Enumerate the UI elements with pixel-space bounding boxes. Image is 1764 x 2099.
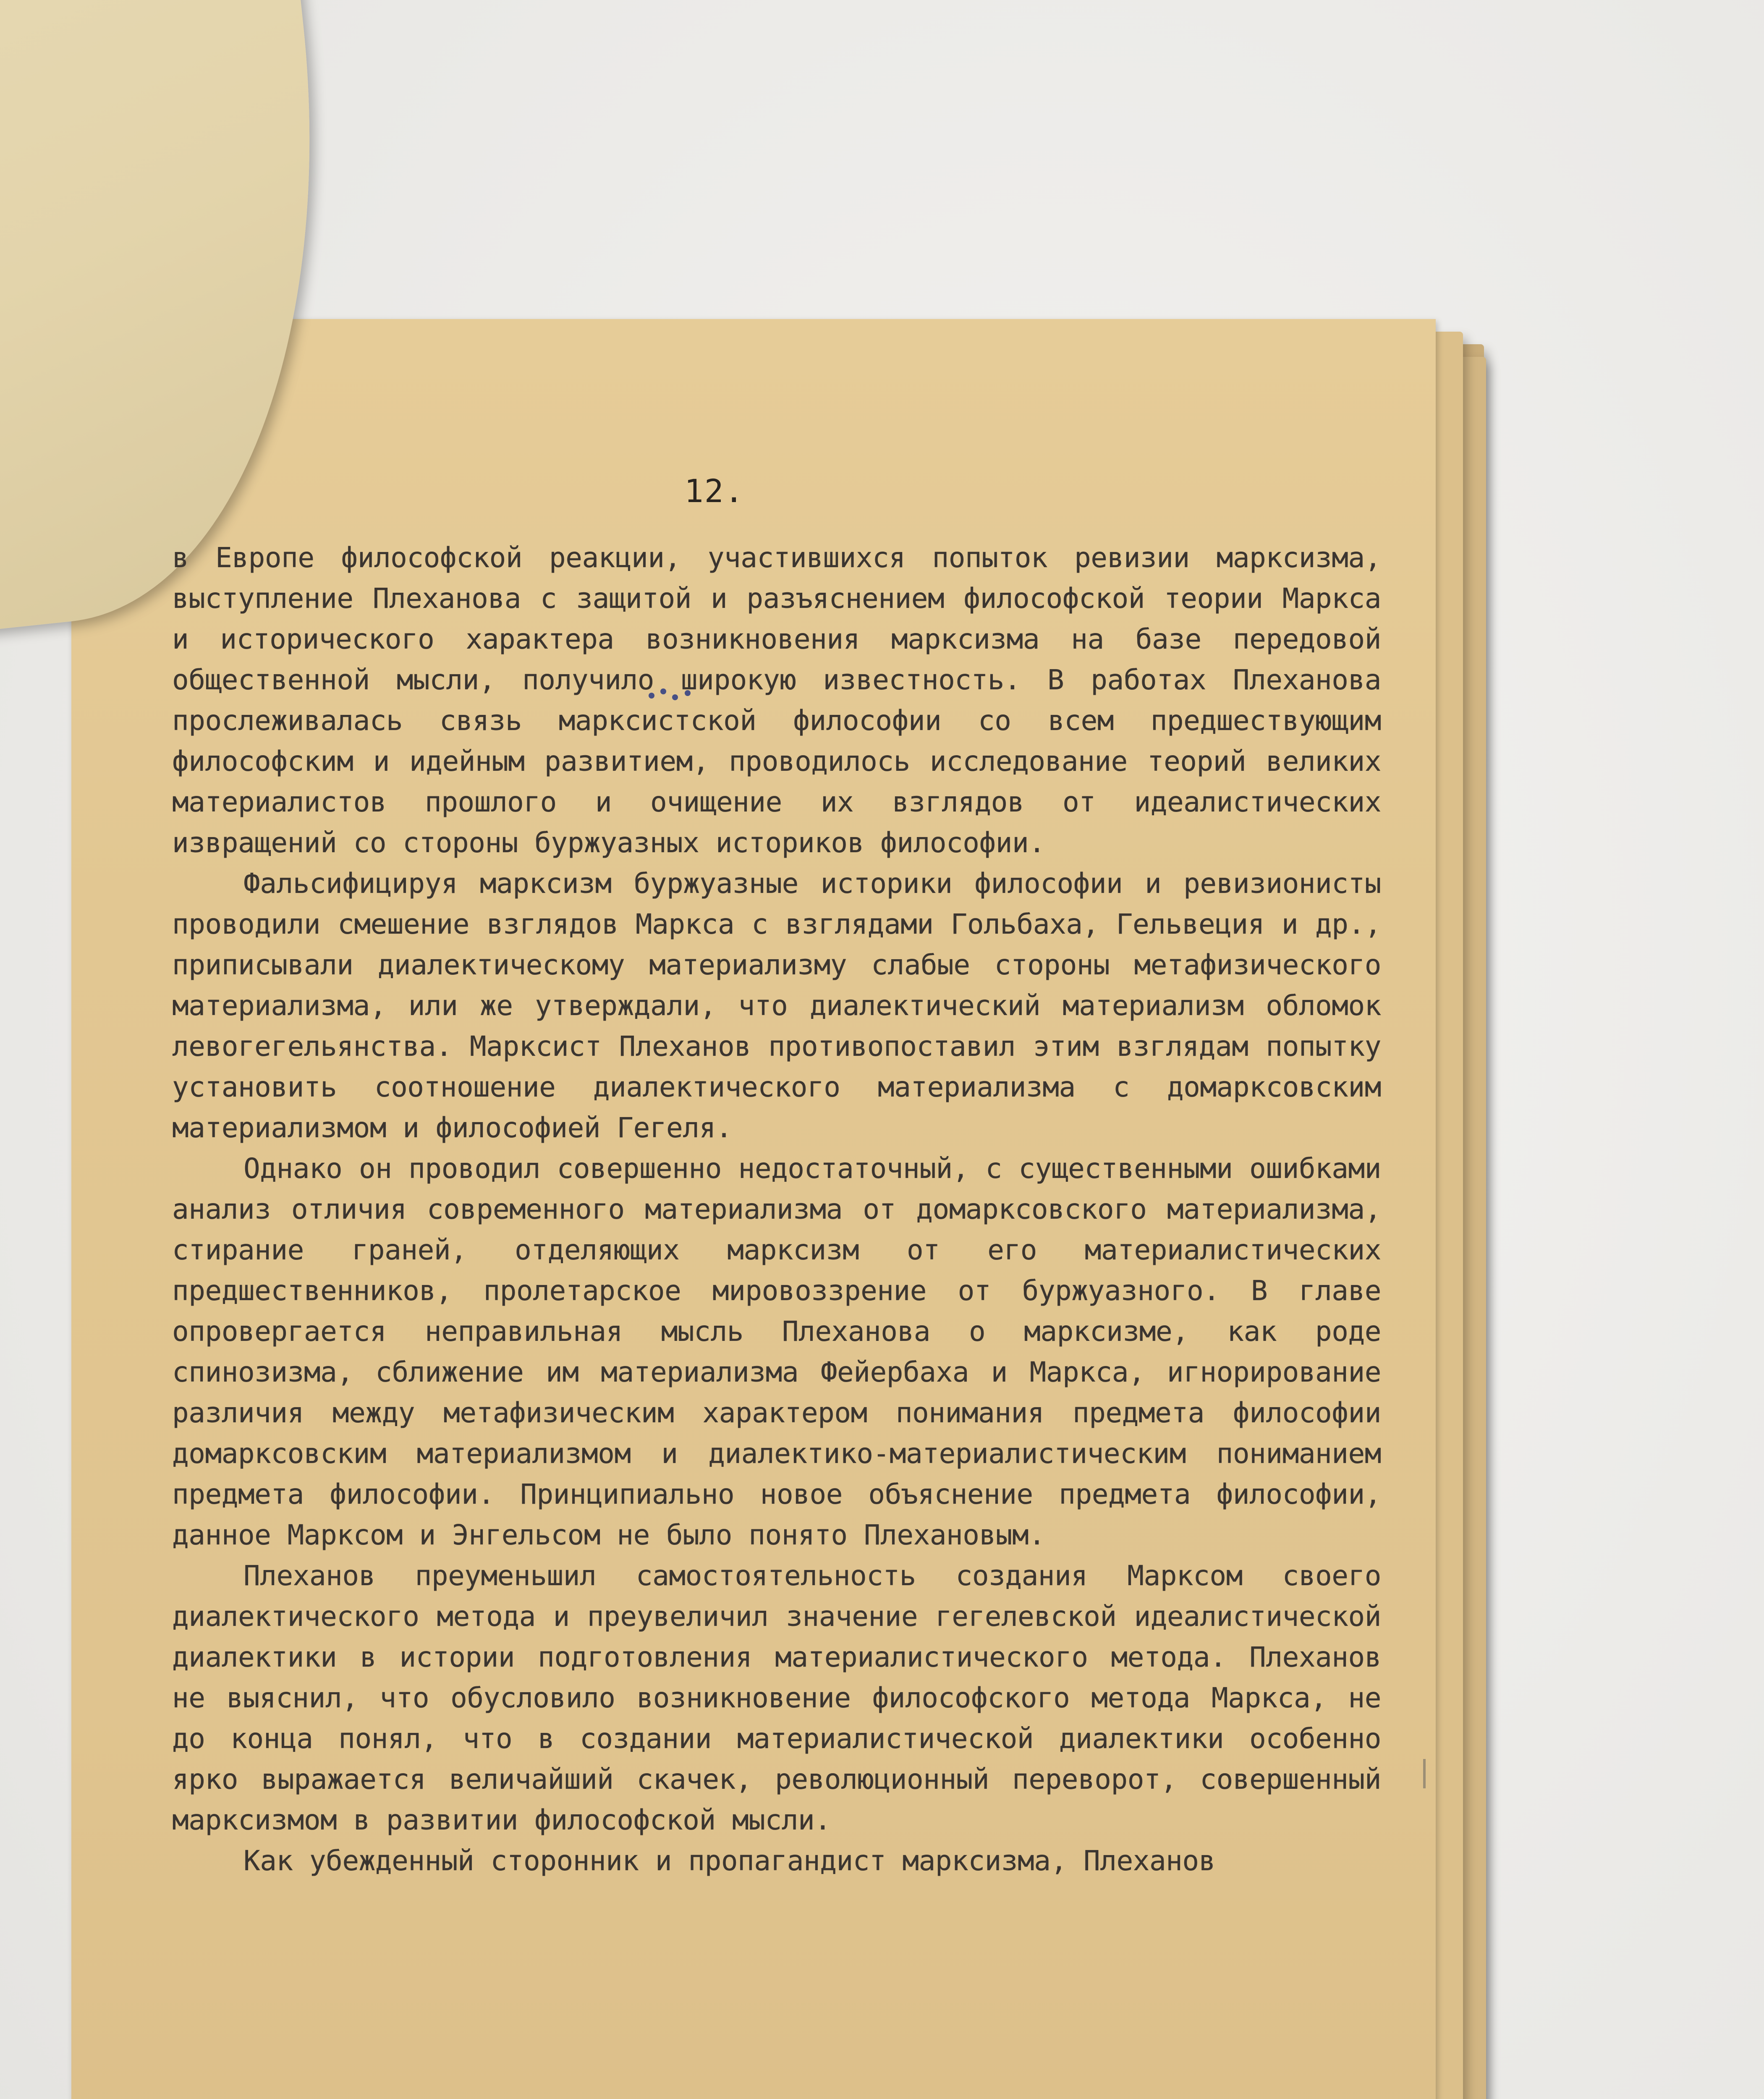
margin-mark xyxy=(1423,1759,1426,1788)
paragraph-3: Однако он проводил совершенно недостаточный, с существенными ошибками анализ отличия современного материализма от домарксовского материализма, стирание граней, отделяющих марксизм от его материалистических предшественников, пролетарское мировоззрение от буржуазного. В главе опровергается неправильная мысль Плеханова о марксизме, как роде спинозизма, сближение им материализма Фейербаха и Маркса, игнорирование различия между метафизическим характером понимания предмета философии домарксовским материализмом и диалектико-материалистическим пониманием предмета философии. Принципиально новое объяснение предмета философии, данное Марксом и Энгельсом не было понято Плехановым. xyxy=(172,1152,1381,1551)
typed-text-body xyxy=(172,537,1381,1881)
paragraph-2: Фальсифицируя марксизм буржуазные историки философии и ревизионисты проводили смешение взглядов Маркса с взглядами Гольбаха, Гельвеция и др., приписывали диалектическому материализму слабые стороны метафизического материализма, или же утверждали, что диалектический материализм обломок левогегельянства. Марксист Плеханов противопоставил этим взглядам попытку установить соотношение диалектического материализма с домарксовским материализмом и философией Гегеля. xyxy=(172,867,1381,1144)
paragraph-5: Как убежденный сторонник и пропагандист марксизма, Плеханов xyxy=(243,1845,1215,1877)
page-number: 12. xyxy=(684,472,745,510)
paragraph-4: Плеханов преуменьшил самостоятельность создания Марксом своего диалектического метода и преувеличил значение гегелевской идеалистической диалектики в истории подготовления материалистического метода. Плеханов не выяснил, что обусловило возникновение философского метода Маркса, не до конца понял, что в создании материалистической диалектики особенно ярко выражается величайший скачек, революционный переворот, совершенный марксизмом в развитии философской мысли. xyxy=(172,1560,1381,1836)
paragraph-1: в Европе философской реакции, участившихся попыток ревизии марксизма, выступление Плеханова с защитой и разъяснением философской теории Маркса и исторического характера возникновения марксизма на базе передовой общественной мысли, получило широкую известность. В работах Плеханова прослеживалась связь марксистской философии со всем предшествующим философским и идейным развитием, проводилось исследование теорий великих материалистов прошлого и очищение их взглядов от идеалистических извращений со стороны буржуазных историков философии. xyxy=(172,542,1381,859)
